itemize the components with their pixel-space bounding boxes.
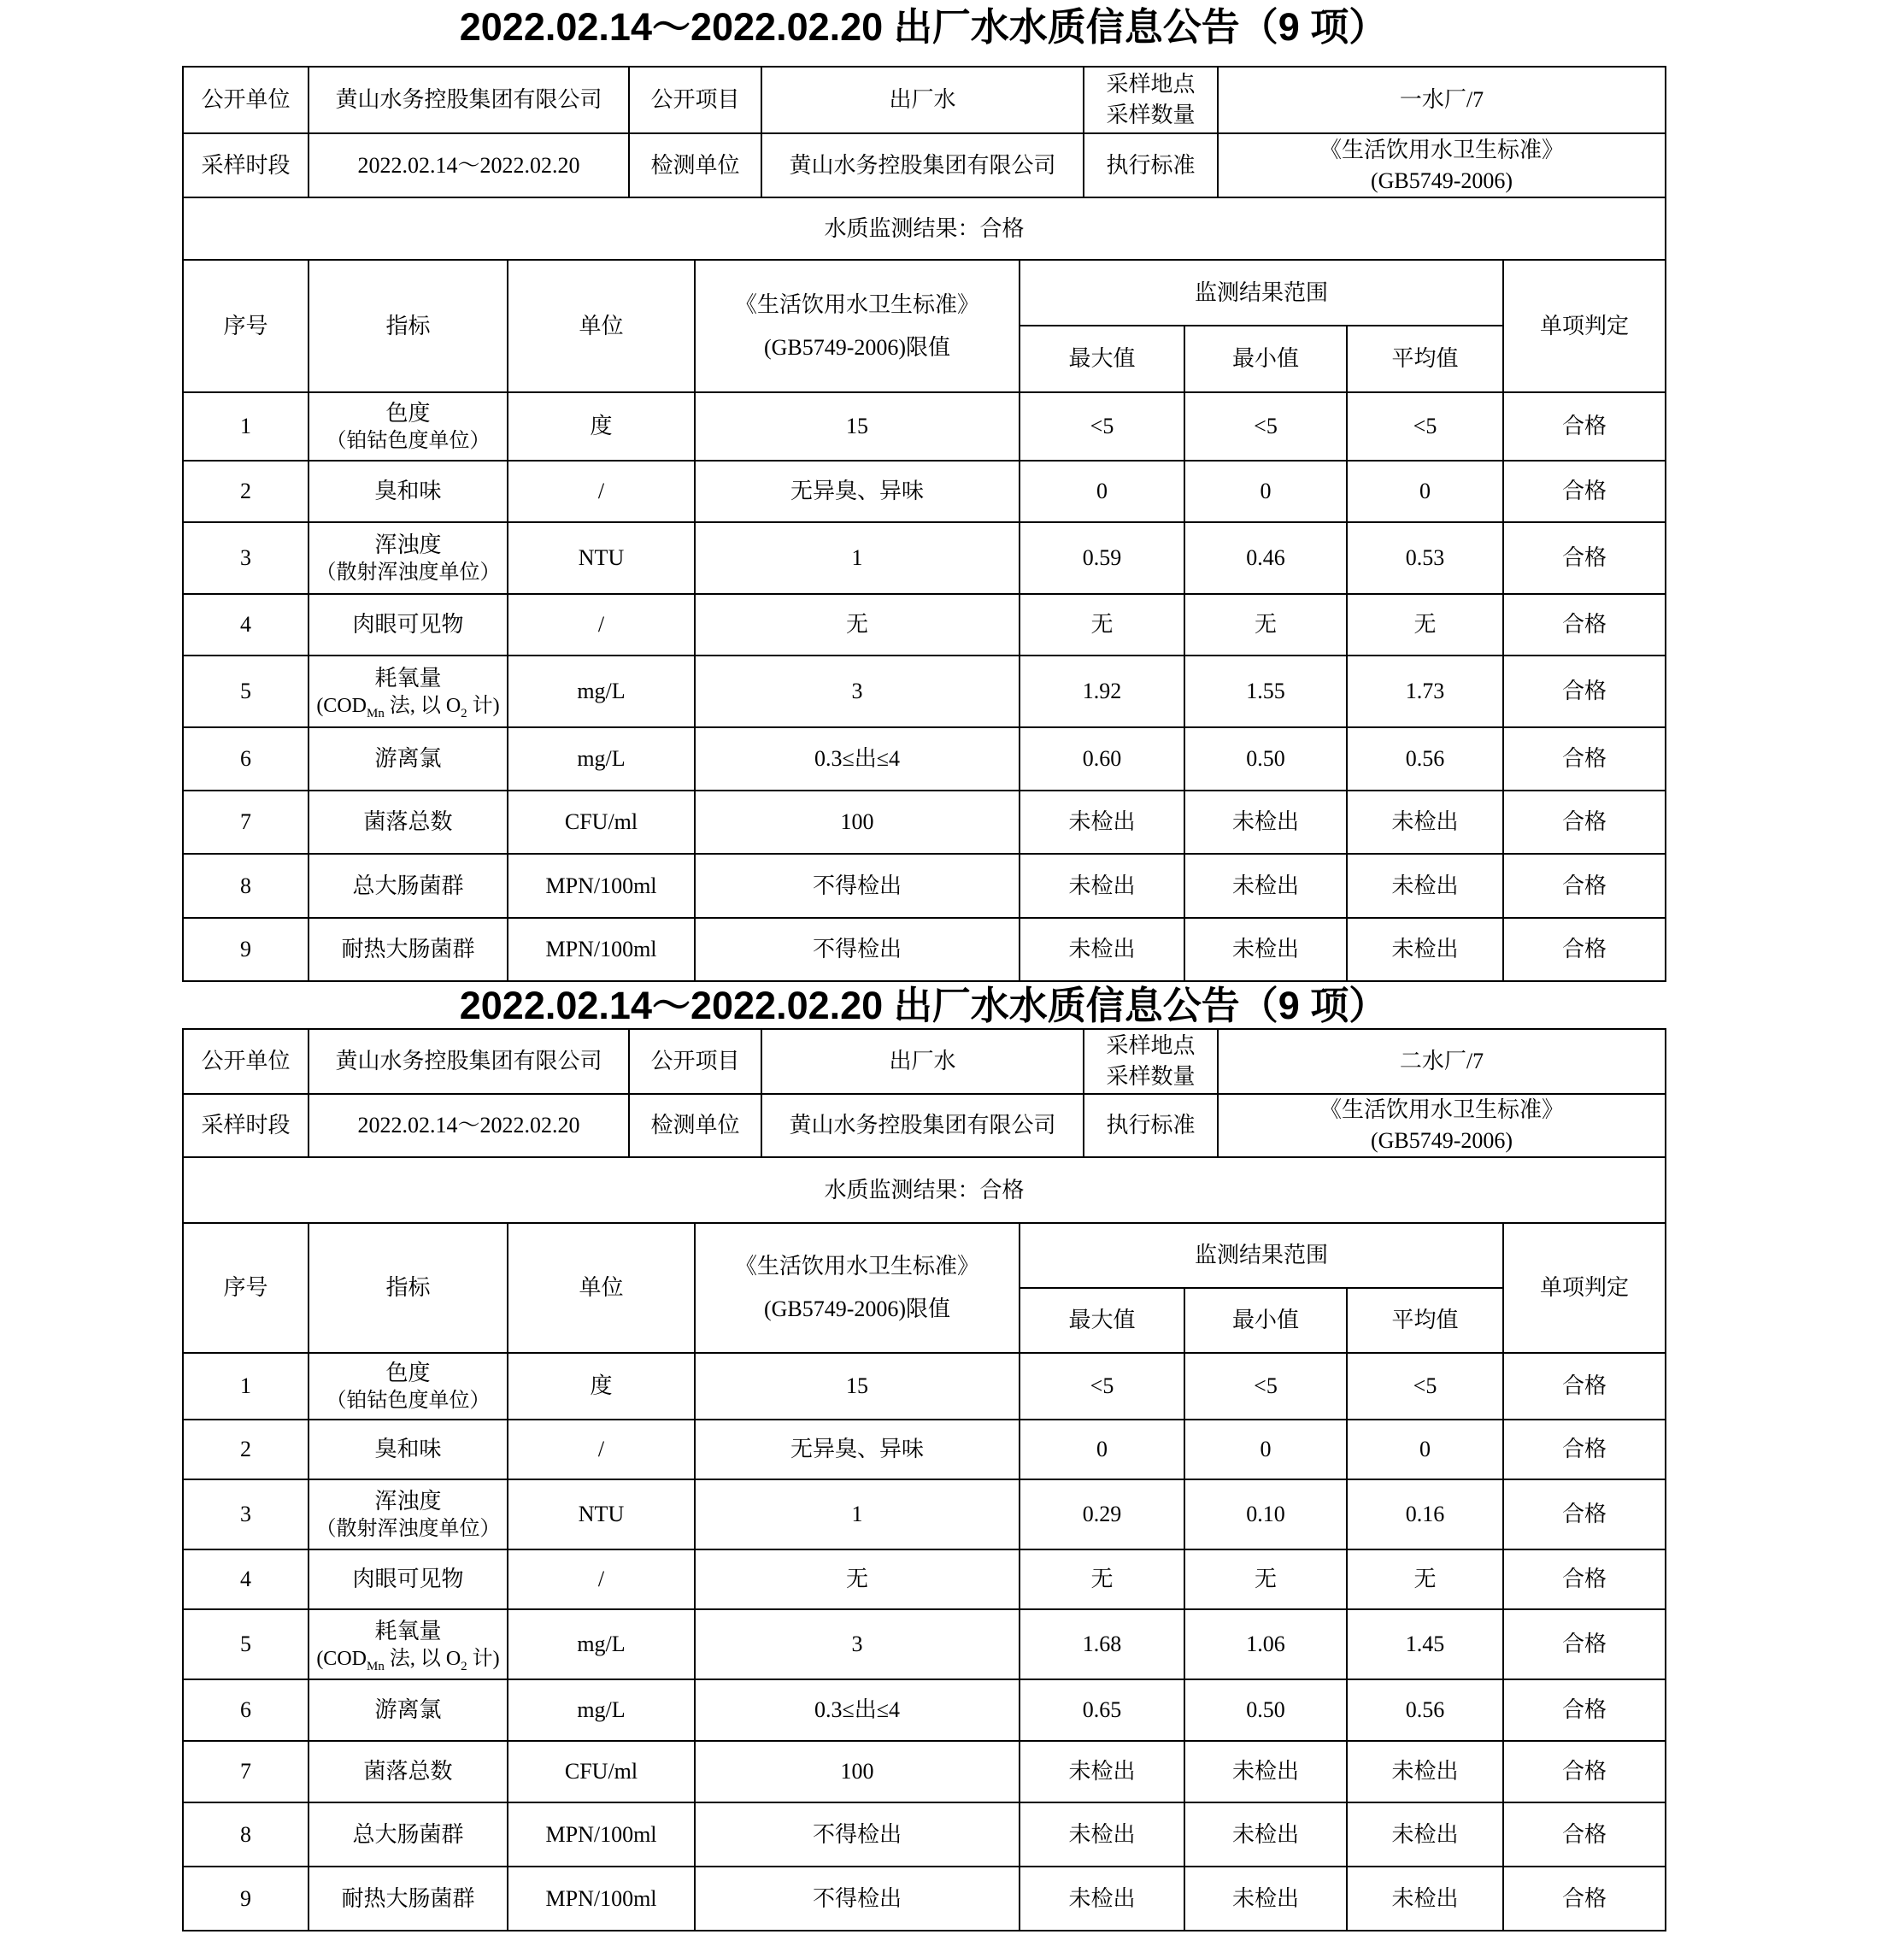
table-row <box>183 1609 1666 1679</box>
public-item-value: 出厂水 <box>761 1029 1084 1094</box>
row-avg: 未检出 <box>1347 791 1503 854</box>
row-seq: 2 <box>183 1420 309 1479</box>
row-judge: 合格 <box>1503 522 1666 594</box>
row-max: <5 <box>1020 1353 1184 1420</box>
row-avg: 无 <box>1347 1549 1503 1609</box>
info-table <box>182 1028 1666 1224</box>
test-unit-value: 黄山水务控股集团有限公司 <box>761 133 1084 197</box>
row-indicator <box>309 791 508 854</box>
row-max: 未检出 <box>1020 854 1184 918</box>
row-seq: 5 <box>183 656 309 727</box>
table-row <box>183 594 1666 656</box>
row-indicator-line1: 色度 <box>385 401 431 426</box>
row-min: 未检出 <box>1184 918 1347 981</box>
limit-header-line1: 《生活饮用水卫生标准》 <box>734 1254 979 1279</box>
row-judge: 合格 <box>1503 918 1666 981</box>
row-limit: 0.3≤出≤4 <box>695 1679 1020 1741</box>
info-row-1 <box>183 1029 1666 1094</box>
row-indicator-line2: （散射浑浊度单位） <box>315 1518 501 1540</box>
quality-table <box>182 1222 1666 1931</box>
row-avg: 未检出 <box>1347 854 1503 918</box>
test-unit-label: 检测单位 <box>629 1094 761 1157</box>
quality-rows <box>183 1353 1666 1931</box>
row-max: 无 <box>1020 1549 1184 1609</box>
col-header-indicator: 指标 <box>309 1223 508 1353</box>
sampling-label-line1: 采样地点 <box>1106 1033 1196 1058</box>
col-header-limit <box>695 1223 1020 1353</box>
row-indicator-line2: （散射浑浊度单位） <box>315 561 501 584</box>
col-header-max: 最大值 <box>1020 1288 1184 1353</box>
result-row <box>183 1157 1666 1223</box>
row-max: 未检出 <box>1020 1867 1184 1931</box>
row-seq: 8 <box>183 1802 309 1867</box>
col-header-range: 监测结果范围 <box>1020 1223 1503 1288</box>
table-row <box>183 727 1666 791</box>
row-judge: 合格 <box>1503 1549 1666 1609</box>
row-limit: 100 <box>695 791 1020 854</box>
result-text: 水质监测结果：合格 <box>183 197 1666 260</box>
row-indicator-line1: 肉眼可见物 <box>352 612 464 637</box>
row-indicator-line1: 耐热大肠菌群 <box>341 937 475 961</box>
row-unit: MPN/100ml <box>508 1802 695 1867</box>
sampling-label-line2: 采样数量 <box>1106 1064 1196 1089</box>
table-row <box>183 1802 1666 1867</box>
row-limit: 100 <box>695 1741 1020 1802</box>
period-label: 采样时段 <box>183 133 309 197</box>
announcement-section <box>182 5 1665 982</box>
row-indicator <box>309 854 508 918</box>
row-avg: 0.56 <box>1347 727 1503 791</box>
row-indicator-line1: 总大肠菌群 <box>352 1821 464 1847</box>
row-limit: 3 <box>695 656 1020 727</box>
row-min: 1.55 <box>1184 656 1347 727</box>
info-table <box>182 66 1666 261</box>
row-min: 0.46 <box>1184 522 1347 594</box>
sampling-value: 一水厂/7 <box>1218 67 1666 133</box>
row-limit: 无 <box>695 1549 1020 1609</box>
standard-label: 执行标准 <box>1084 133 1218 197</box>
period-label: 采样时段 <box>183 1094 309 1157</box>
row-judge: 合格 <box>1503 791 1666 854</box>
row-limit: 1 <box>695 1479 1020 1549</box>
standard-value-line2: (GB5749-2006) <box>1370 168 1513 193</box>
row-avg: 0 <box>1347 1420 1503 1479</box>
col-header-seq: 序号 <box>183 1223 309 1353</box>
row-limit: 15 <box>695 392 1020 461</box>
sampling-label-line1: 采样地点 <box>1106 72 1196 97</box>
info-row-2 <box>183 1094 1666 1157</box>
limit-header-line1: 《生活饮用水卫生标准》 <box>734 291 979 317</box>
row-limit: 无 <box>695 594 1020 656</box>
row-judge: 合格 <box>1503 656 1666 727</box>
row-limit: 3 <box>695 1609 1020 1679</box>
col-header-judge: 单项判定 <box>1503 1223 1666 1353</box>
standard-value <box>1218 1094 1666 1157</box>
row-seq: 9 <box>183 1867 309 1931</box>
row-unit: CFU/ml <box>508 791 695 854</box>
col-header-judge: 单项判定 <box>1503 260 1666 392</box>
row-avg: 1.73 <box>1347 656 1503 727</box>
row-indicator <box>309 392 508 461</box>
row-indicator <box>309 1679 508 1741</box>
col-header-max: 最大值 <box>1020 326 1184 392</box>
standard-value-line2: (GB5749-2006) <box>1370 1128 1513 1153</box>
row-indicator <box>309 522 508 594</box>
table-row <box>183 854 1666 918</box>
row-min: 无 <box>1184 594 1347 656</box>
sampling-value: 二水厂/7 <box>1218 1029 1666 1094</box>
quality-table <box>182 259 1666 982</box>
row-judge: 合格 <box>1503 1609 1666 1679</box>
result-row <box>183 197 1666 260</box>
row-limit: 1 <box>695 522 1020 594</box>
col-header-min: 最小值 <box>1184 326 1347 392</box>
row-limit: 不得检出 <box>695 918 1020 981</box>
row-min: 0 <box>1184 1420 1347 1479</box>
row-max: 未检出 <box>1020 1802 1184 1867</box>
row-min: 未检出 <box>1184 1802 1347 1867</box>
row-unit: MPN/100ml <box>508 854 695 918</box>
row-unit: mg/L <box>508 727 695 791</box>
row-max: 1.92 <box>1020 656 1184 727</box>
page-title: 2022.02.14～2022.02.20 出厂水水质信息公告（9 项） <box>459 5 1388 49</box>
row-indicator <box>309 1802 508 1867</box>
table-row <box>183 656 1666 727</box>
row-min: 未检出 <box>1184 1741 1347 1802</box>
row-avg: 1.45 <box>1347 1609 1503 1679</box>
row-judge: 合格 <box>1503 1679 1666 1741</box>
row-max: 1.68 <box>1020 1609 1184 1679</box>
row-min: 无 <box>1184 1549 1347 1609</box>
col-header-indicator: 指标 <box>309 260 508 392</box>
row-max: 0.59 <box>1020 522 1184 594</box>
row-min: 1.06 <box>1184 1609 1347 1679</box>
row-seq: 1 <box>183 392 309 461</box>
row-avg: 未检出 <box>1347 1741 1503 1802</box>
row-unit: NTU <box>508 522 695 594</box>
row-avg: 0.53 <box>1347 522 1503 594</box>
row-seq: 4 <box>183 1549 309 1609</box>
row-min: 未检出 <box>1184 854 1347 918</box>
table-row <box>183 918 1666 981</box>
row-limit: 无异臭、异味 <box>695 1420 1020 1479</box>
row-indicator-line1: 耐热大肠菌群 <box>341 1885 475 1911</box>
row-indicator-line1: 臭和味 <box>374 1437 442 1461</box>
row-indicator <box>309 1353 508 1420</box>
row-limit: 不得检出 <box>695 1867 1020 1931</box>
row-limit: 0.3≤出≤4 <box>695 727 1020 791</box>
row-max: 0 <box>1020 1420 1184 1479</box>
row-max: 0.60 <box>1020 727 1184 791</box>
row-unit: 度 <box>508 392 695 461</box>
row-judge: 合格 <box>1503 1867 1666 1931</box>
row-max: <5 <box>1020 392 1184 461</box>
row-indicator-line1: 色度 <box>385 1361 431 1385</box>
row-indicator-line2: ($COD_{Mn}$ 法, 以 $O_2$ 计) <box>316 695 500 720</box>
row-unit: / <box>508 1420 695 1479</box>
row-seq: 6 <box>183 1679 309 1741</box>
row-max: 未检出 <box>1020 791 1184 854</box>
row-indicator-line1: 浑浊度 <box>374 1489 442 1514</box>
table-row <box>183 1867 1666 1931</box>
row-indicator-line1: 耗氧量 <box>374 666 442 691</box>
row-seq: 7 <box>183 791 309 854</box>
row-indicator-line1: 菌落总数 <box>363 1759 453 1784</box>
row-indicator-line1: 臭和味 <box>374 479 442 503</box>
row-judge: 合格 <box>1503 1353 1666 1420</box>
row-indicator <box>309 1549 508 1609</box>
row-max: 0 <box>1020 461 1184 522</box>
table-row <box>183 522 1666 594</box>
info-row-2 <box>183 133 1666 197</box>
row-max: 0.65 <box>1020 1679 1184 1741</box>
row-min: 0.50 <box>1184 727 1347 791</box>
row-indicator <box>309 1420 508 1479</box>
row-unit: 度 <box>508 1353 695 1420</box>
row-indicator <box>309 1609 508 1679</box>
row-avg: 0.16 <box>1347 1479 1503 1549</box>
col-header-limit <box>695 260 1020 392</box>
table-row <box>183 1420 1666 1479</box>
row-judge: 合格 <box>1503 1420 1666 1479</box>
row-unit: mg/L <box>508 656 695 727</box>
row-max: 未检出 <box>1020 1741 1184 1802</box>
row-judge: 合格 <box>1503 1479 1666 1549</box>
page-title: 2022.02.14～2022.02.20 出厂水水质信息公告（9 项） <box>459 984 1388 1027</box>
row-limit: 无异臭、异味 <box>695 461 1020 522</box>
row-judge: 合格 <box>1503 392 1666 461</box>
row-min: 0.10 <box>1184 1479 1347 1549</box>
row-min: <5 <box>1184 392 1347 461</box>
row-seq: 4 <box>183 594 309 656</box>
table-row <box>183 1741 1666 1802</box>
row-indicator <box>309 656 508 727</box>
standard-value <box>1218 133 1666 197</box>
row-indicator <box>309 727 508 791</box>
header-row-1 <box>183 1223 1666 1288</box>
row-indicator-line1: 总大肠菌群 <box>352 873 464 898</box>
row-judge: 合格 <box>1503 1802 1666 1867</box>
row-judge: 合格 <box>1503 461 1666 522</box>
row-seq: 3 <box>183 1479 309 1549</box>
sampling-label-line2: 采样数量 <box>1106 103 1196 127</box>
table-row <box>183 1353 1666 1420</box>
table-row <box>183 1479 1666 1549</box>
sampling-label <box>1084 67 1218 133</box>
row-unit: CFU/ml <box>508 1741 695 1802</box>
table-row <box>183 1679 1666 1741</box>
test-unit-label: 检测单位 <box>629 133 761 197</box>
row-min: <5 <box>1184 1353 1347 1420</box>
info-row-1 <box>183 67 1666 133</box>
result-text: 水质监测结果：合格 <box>183 1157 1666 1223</box>
sampling-label <box>1084 1029 1218 1094</box>
row-indicator-line2: ($COD_{Mn}$ 法, 以 $O_2$ 计) <box>316 1648 500 1673</box>
row-avg: 未检出 <box>1347 1802 1503 1867</box>
row-min: 0.50 <box>1184 1679 1347 1741</box>
row-seq: 3 <box>183 522 309 594</box>
row-unit: MPN/100ml <box>508 918 695 981</box>
row-indicator <box>309 461 508 522</box>
public-unit-label: 公开单位 <box>183 67 309 133</box>
table-row <box>183 461 1666 522</box>
row-max: 无 <box>1020 594 1184 656</box>
col-header-seq: 序号 <box>183 260 309 392</box>
row-indicator-line2: （铂钴色度单位） <box>326 1390 491 1412</box>
public-unit-label: 公开单位 <box>183 1029 309 1094</box>
row-unit: mg/L <box>508 1679 695 1741</box>
public-unit-value: 黄山水务控股集团有限公司 <box>309 67 629 133</box>
row-seq: 9 <box>183 918 309 981</box>
col-header-unit: 单位 <box>508 1223 695 1353</box>
row-indicator <box>309 1479 508 1549</box>
row-seq: 6 <box>183 727 309 791</box>
public-unit-value: 黄山水务控股集团有限公司 <box>309 1029 629 1094</box>
row-indicator <box>309 918 508 981</box>
limit-header-line2: (GB5749-2006)限值 <box>763 334 951 360</box>
row-unit: / <box>508 594 695 656</box>
row-avg: 0 <box>1347 461 1503 522</box>
row-indicator <box>309 594 508 656</box>
row-limit: 不得检出 <box>695 1802 1020 1867</box>
table-row <box>183 791 1666 854</box>
standard-value-line1: 《生活饮用水卫生标准》 <box>1319 137 1564 162</box>
row-seq: 1 <box>183 1353 309 1420</box>
row-max: 未检出 <box>1020 918 1184 981</box>
row-judge: 合格 <box>1503 727 1666 791</box>
public-item-label: 公开项目 <box>629 1029 761 1094</box>
col-header-min: 最小值 <box>1184 1288 1347 1353</box>
row-min: 未检出 <box>1184 1867 1347 1931</box>
col-header-range: 监测结果范围 <box>1020 260 1503 326</box>
public-item-value: 出厂水 <box>761 67 1084 133</box>
row-avg: 未检出 <box>1347 918 1503 981</box>
limit-header-line2: (GB5749-2006)限值 <box>763 1296 951 1321</box>
row-indicator <box>309 1867 508 1931</box>
row-unit: mg/L <box>508 1609 695 1679</box>
row-indicator-line1: 游离氯 <box>374 1697 442 1722</box>
row-judge: 合格 <box>1503 594 1666 656</box>
standard-value-line1: 《生活饮用水卫生标准》 <box>1319 1097 1564 1122</box>
row-limit: 不得检出 <box>695 854 1020 918</box>
row-judge: 合格 <box>1503 854 1666 918</box>
row-unit: / <box>508 461 695 522</box>
row-avg: 0.56 <box>1347 1679 1503 1741</box>
period-value: 2022.02.14～2022.02.20 <box>309 133 629 197</box>
table-row <box>183 1549 1666 1609</box>
row-min: 未检出 <box>1184 791 1347 854</box>
row-seq: 7 <box>183 1741 309 1802</box>
row-avg: <5 <box>1347 1353 1503 1420</box>
row-min: 0 <box>1184 461 1347 522</box>
row-indicator-line1: 浑浊度 <box>374 532 442 557</box>
row-indicator-line1: 耗氧量 <box>374 1619 442 1643</box>
row-indicator <box>309 1741 508 1802</box>
quality-rows <box>183 392 1666 981</box>
row-avg: <5 <box>1347 392 1503 461</box>
header-row-1 <box>183 260 1666 326</box>
row-avg: 无 <box>1347 594 1503 656</box>
col-header-avg: 平均值 <box>1347 326 1503 392</box>
standard-label: 执行标准 <box>1084 1094 1218 1157</box>
period-value: 2022.02.14～2022.02.20 <box>309 1094 629 1157</box>
row-unit: MPN/100ml <box>508 1867 695 1931</box>
row-indicator-line2: （铂钴色度单位） <box>326 430 491 452</box>
row-indicator-line1: 肉眼可见物 <box>352 1567 464 1591</box>
row-max: 0.29 <box>1020 1479 1184 1549</box>
test-unit-value: 黄山水务控股集团有限公司 <box>761 1094 1084 1157</box>
row-limit: 15 <box>695 1353 1020 1420</box>
table-row <box>183 392 1666 461</box>
row-avg: 未检出 <box>1347 1867 1503 1931</box>
row-unit: / <box>508 1549 695 1609</box>
col-header-avg: 平均值 <box>1347 1288 1503 1353</box>
row-judge: 合格 <box>1503 1741 1666 1802</box>
row-seq: 5 <box>183 1609 309 1679</box>
row-seq: 8 <box>183 854 309 918</box>
row-indicator-line1: 菌落总数 <box>363 809 453 834</box>
row-seq: 2 <box>183 461 309 522</box>
row-indicator-line1: 游离氯 <box>374 746 442 771</box>
announcement-section <box>182 984 1665 1931</box>
row-unit: NTU <box>508 1479 695 1549</box>
col-header-unit: 单位 <box>508 260 695 392</box>
public-item-label: 公开项目 <box>629 67 761 133</box>
